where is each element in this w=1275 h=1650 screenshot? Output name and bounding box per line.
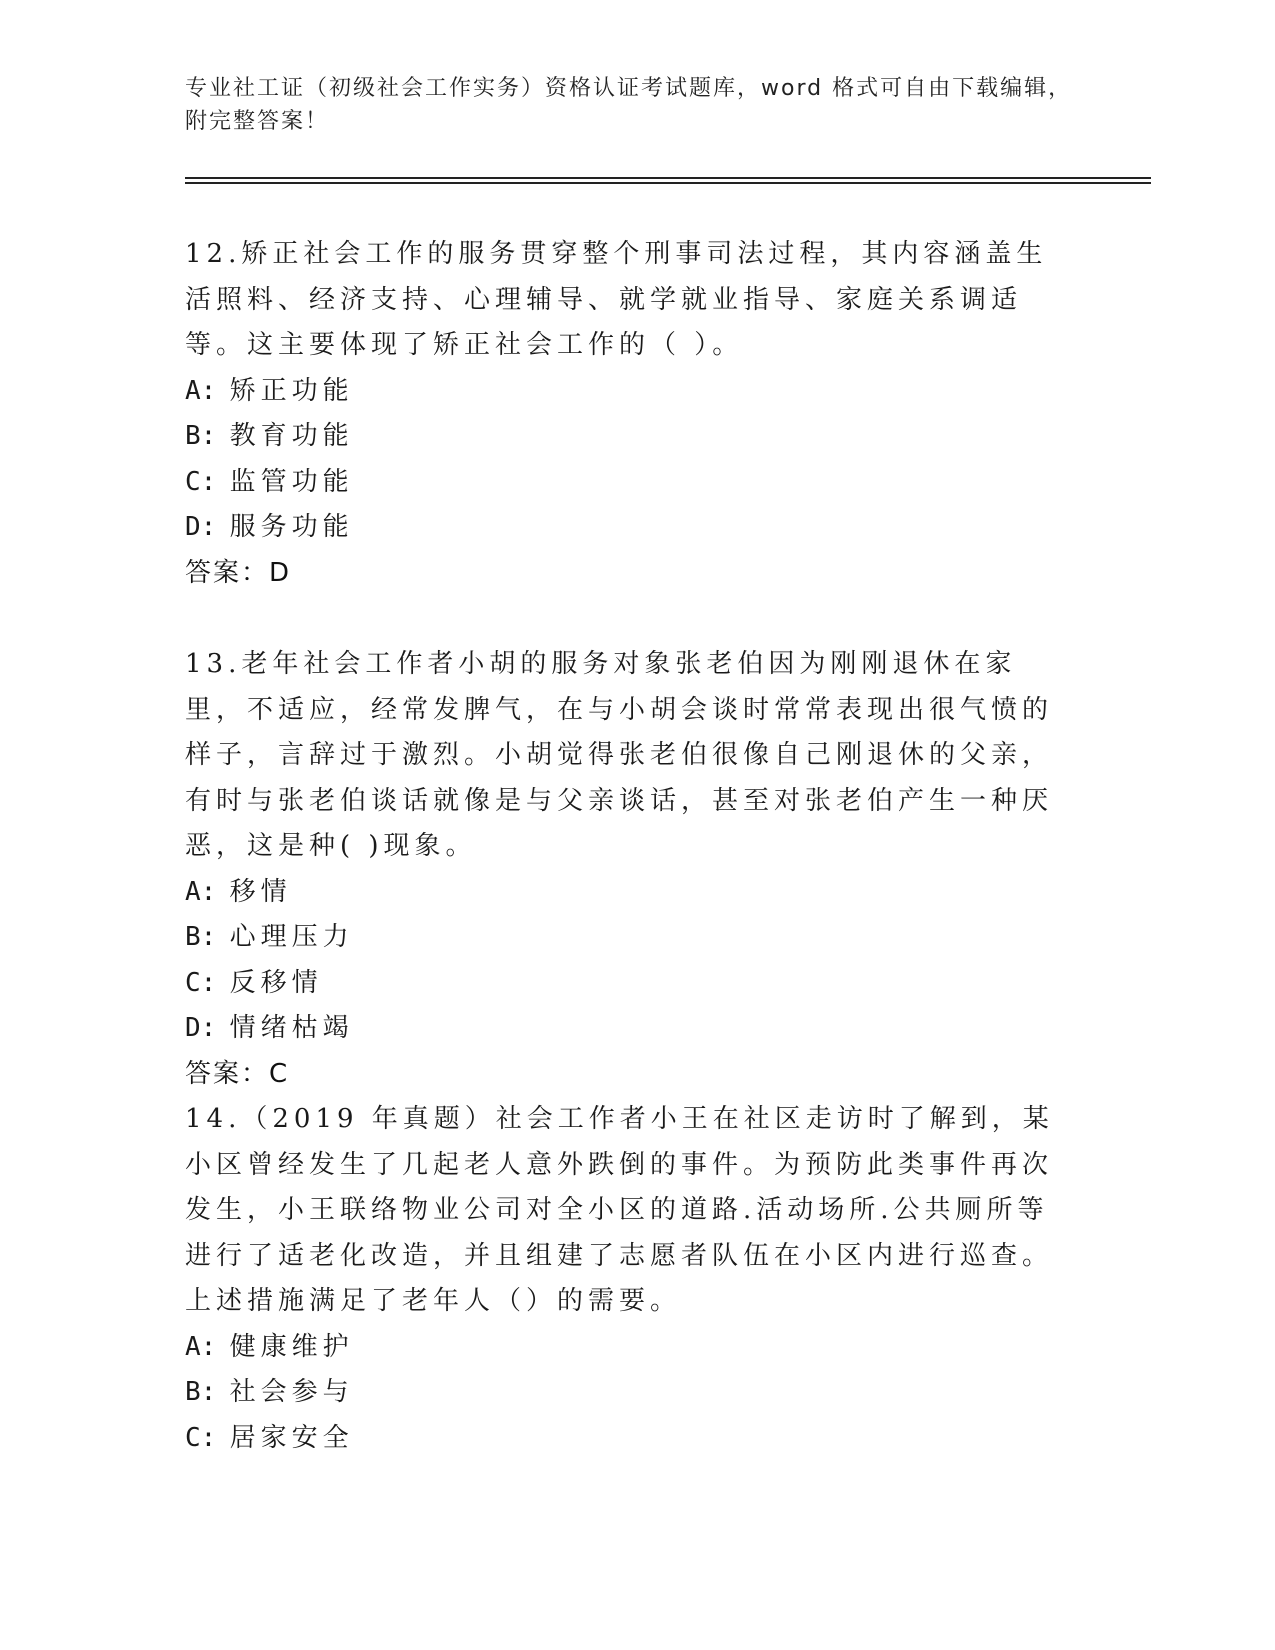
question-text: （2019 年真题）社会工作者小王在社区走访时了解到，某小区曾经发生了几起老人意外跌倒的事件。为预防此类事件再次发生，小王联络物业公司对全小区的道路.活动场所.公共厕所等进行了适老化改造，并且组建了志愿者队伍在小区内进行巡查。上述措施满足了老年人（）的需要。: [185, 1104, 1054, 1316]
option-b: [185, 1370, 1075, 1416]
option-letter: D:: [185, 1013, 217, 1043]
header-divider-top: [185, 177, 1151, 179]
question-text: 矫正社会工作的服务贯穿整个刑事司法过程，其内容涵盖生活照料、经济支持、心理辅导、就学就业指导、家庭关系调适等。这主要体现了矫正社会工作的（ ）。: [185, 239, 1048, 360]
option-b: [185, 915, 1075, 961]
option-text: 教育功能: [229, 421, 354, 451]
answer-line: 答案：D: [185, 557, 292, 588]
option-text: 监管功能: [229, 466, 354, 497]
option-text: 反移情: [229, 967, 323, 998]
header-divider-bottom: [185, 182, 1151, 184]
option-a: [185, 369, 1075, 415]
question-number: 14.: [185, 1104, 242, 1134]
option-text: 情绪枯竭: [229, 1013, 354, 1043]
option-c: [185, 460, 1075, 506]
option-letter: A:: [185, 876, 217, 907]
option-letter: C:: [185, 1422, 217, 1453]
question-13: [185, 642, 1075, 1097]
answer-line: 答案：C: [185, 1058, 290, 1089]
option-letter: B:: [185, 421, 217, 451]
option-text: 社会参与: [229, 1377, 354, 1407]
question-number: 12.: [185, 239, 242, 269]
option-d: [185, 1006, 1075, 1052]
option-letter: D:: [185, 512, 217, 542]
document-header: 专业社工证（初级社会工作实务）资格认证考试题库，word 格式可自由下载编辑，附完整答案！: [185, 76, 1073, 134]
question-stem: [185, 232, 1075, 369]
option-text: 居家安全: [229, 1422, 354, 1453]
option-a: [185, 870, 1075, 916]
option-text: 矫正功能: [229, 375, 354, 406]
question-stem: [185, 1097, 1075, 1325]
option-letter: C:: [185, 466, 217, 497]
option-text: 健康维护: [229, 1331, 354, 1362]
question-stem: [185, 642, 1075, 870]
option-d: [185, 505, 1075, 551]
question-14: [185, 1097, 1075, 1461]
option-a: [185, 1325, 1075, 1371]
option-letter: A:: [185, 375, 217, 406]
option-letter: B:: [185, 922, 217, 952]
option-b: [185, 414, 1075, 460]
option-letter: C:: [185, 967, 217, 998]
question-number: 13.: [185, 649, 242, 679]
question-12: [185, 232, 1075, 596]
option-text: 移情: [229, 876, 292, 907]
option-letter: B:: [185, 1377, 217, 1407]
option-letter: A:: [185, 1331, 217, 1362]
option-c: [185, 961, 1075, 1007]
option-text: 服务功能: [229, 512, 354, 542]
option-c: [185, 1416, 1075, 1462]
question-text: 老年社会工作者小胡的服务对象张老伯因为刚刚退休在家里，不适应，经常发脾气，在与小胡会谈时常常表现出很气愤的样子，言辞过于激烈。小胡觉得张老伯很像自己刚退休的父亲，有时与张老伯谈话就像是与父亲谈话，甚至对张老伯产生一种厌恶，这是种( )现象。: [185, 649, 1054, 861]
option-text: 心理压力: [229, 922, 354, 952]
